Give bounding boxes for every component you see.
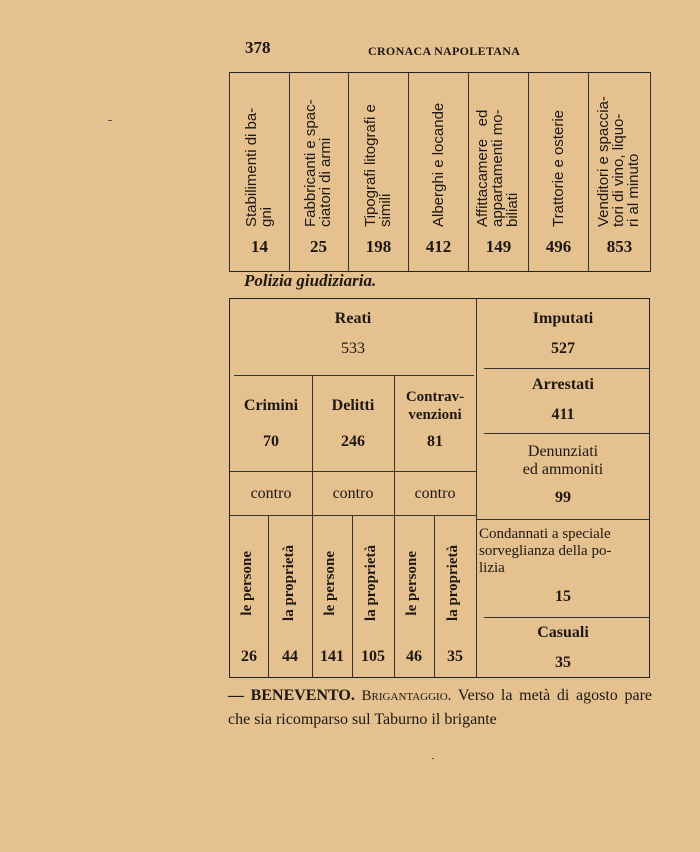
- condannati-value: 15: [555, 588, 571, 605]
- licenses-table: [229, 72, 651, 272]
- delitti-value: 246: [341, 433, 365, 450]
- column-value: 149: [485, 237, 512, 256]
- crimini-value: 70: [263, 433, 279, 450]
- contrav-value: 81: [427, 433, 443, 450]
- column-label: Tipografi litografi e simili: [361, 104, 394, 227]
- sub-value: 46: [406, 648, 422, 665]
- divider: [312, 376, 313, 678]
- divider: [234, 375, 474, 376]
- arrestati-value: 411: [551, 406, 575, 423]
- column-value: 853: [606, 237, 633, 256]
- divider: [230, 471, 476, 472]
- section-title: Polizia giudiziaria.: [244, 271, 377, 290]
- divider: [477, 519, 649, 520]
- topic-caption: Brigantaggio.: [361, 688, 452, 704]
- sub-value: 44: [282, 648, 298, 665]
- column-label: Fabbricanti e spac- ciatori di armi: [301, 99, 334, 227]
- sub-label: la proprietà: [445, 545, 461, 621]
- delitti-label: Delitti: [331, 397, 375, 414]
- sub-value: 26: [241, 648, 257, 665]
- running-title: CRONACA NAPOLETANA: [368, 44, 521, 58]
- condannati-label: Condannati a speciale sorveglianza della po- lizia: [479, 526, 612, 576]
- column-label: Alberghi e locande: [429, 102, 447, 227]
- divider: [484, 433, 649, 434]
- sub-label: le persone: [322, 551, 338, 616]
- crime-table: [229, 298, 650, 678]
- sub-label: la proprietà: [363, 545, 379, 621]
- table-column: [589, 73, 651, 271]
- casuali-value: 35: [555, 654, 571, 671]
- sub-label: le persone: [239, 551, 255, 616]
- arrestati-label: Arrestati: [532, 376, 594, 393]
- column-value: 198: [365, 237, 392, 256]
- sub-value: 141: [320, 648, 344, 665]
- column-label: Trattorie e osterie: [549, 110, 567, 227]
- column-label: Venditori e spaccia- tori di vino, liquo- ri al minuto: [594, 96, 642, 227]
- table-column: [349, 73, 409, 271]
- speck: [108, 120, 112, 121]
- place-heading: — BENEVENTO.: [228, 687, 355, 704]
- contro-label: contro: [250, 485, 292, 502]
- sub-value: 105: [361, 648, 385, 665]
- column-value: 14: [251, 237, 268, 256]
- page-number: 378: [245, 38, 271, 57]
- contrav-label: Contrav- venzioni: [405, 389, 465, 423]
- divider: [484, 617, 649, 618]
- casuali-label: Casuali: [537, 624, 589, 641]
- column-label: Stabilimenti di ba- gni: [242, 107, 275, 227]
- divider: [484, 368, 649, 369]
- table-column: [529, 73, 589, 271]
- sub-label: la proprietà: [281, 545, 297, 621]
- column-value: 25: [310, 237, 327, 256]
- imputati-value: 527: [551, 340, 575, 357]
- denunziati-label: Denunziati ed ammoniti: [522, 443, 604, 478]
- denunziati-value: 99: [555, 489, 571, 506]
- speck: [432, 758, 434, 759]
- body-paragraph: [228, 684, 652, 732]
- column-value: 496: [545, 237, 572, 256]
- table-column: [409, 73, 469, 271]
- sub-value: 35: [447, 648, 463, 665]
- crimini-label: Crimini: [243, 397, 299, 414]
- reati-label: Reati: [334, 310, 372, 327]
- paragraph-text: Verso la metà di agosto pare che sia ricomparso sul Taburno il brigante: [228, 687, 653, 728]
- sub-label: le persone: [404, 551, 420, 616]
- column-value: 412: [425, 237, 452, 256]
- divider: [230, 515, 476, 516]
- column-label: Affittacamere ed appartamenti mo- biliati: [473, 109, 521, 227]
- table-column: [229, 73, 290, 271]
- reati-value: 533: [341, 340, 365, 357]
- contro-label: contro: [414, 485, 456, 502]
- table-column: [289, 73, 349, 271]
- imputati-label: Imputati: [532, 310, 594, 327]
- contro-label: contro: [332, 485, 374, 502]
- table-column: [469, 73, 529, 271]
